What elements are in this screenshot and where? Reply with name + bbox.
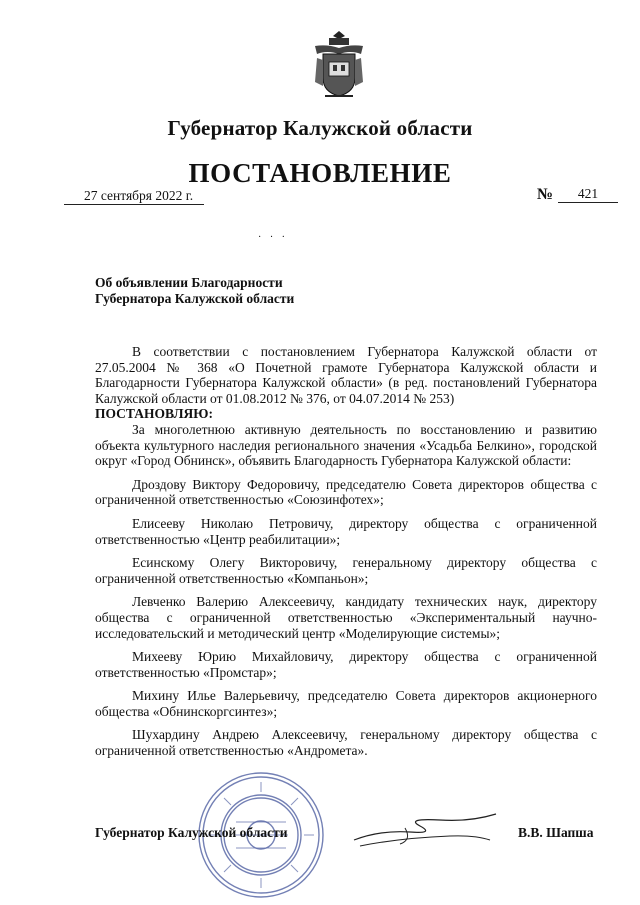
- document-number: 421: [558, 186, 618, 203]
- recipient-item: Шухардину Андрею Алексеевичу, генеральному директору общества с ограниченной ответственностью «Андромета».: [95, 727, 597, 759]
- document-date: 27 сентября 2022 г.: [64, 188, 204, 205]
- recipient-item: Дроздову Виктору Федоровичу, председателю Совета директоров общества с ограниченной ответственностью «Союзинфотех»;: [95, 476, 597, 508]
- handwritten-signature: [350, 800, 500, 860]
- recipient-item: Михину Илье Валерьевичу, председателю Совета директоров акционерного общества «Обнинскоргсинтез»;: [95, 688, 597, 719]
- intro-paragraph: За многолетнюю активную деятельность по восстановлению и развитию объекта культурного наследия регионального значения «Усадьба Белкино», городской округ «Город Обнинск», объявить Благодарность Губернатора Калужской области:: [95, 421, 597, 469]
- recipient-item: Михееву Юрию Михайловичу, директору общества с ограниченной ответственностью «Промстар»;: [95, 649, 597, 680]
- recipient-item: Левченко Валерию Алексеевичу, кандидату технических наук, директору общества с ограниченной ответственностью «Экспериментальный научно-исследовательский и методический центр «Моделирующие системы»;: [95, 594, 597, 641]
- document-subject: [95, 275, 355, 307]
- coat-of-arms-icon: [311, 30, 367, 100]
- decree-word: ПОСТАНОВЛЯЮ:: [95, 406, 213, 422]
- recipient-item: Елисееву Николаю Петровичу, директору общества с ограниченной ответственностью «Центр реабилитации»;: [95, 515, 597, 547]
- document-body: [95, 344, 597, 759]
- signatory-position: Губернатор Калужской области: [95, 825, 288, 840]
- subject-line-2: Губернатора Калужской области: [95, 291, 295, 306]
- preamble-paragraph: В соответствии с постановлением Губернатора Калужской области от 27.05.2004 № 368 «О Почетной грамоте Губернатора Калужской области и Благодарности Губернатора Калужской области» (в ред. постановлений Губернатора Калужской области от 01.08.2012 № 376, от 04.07.2014 № 253): [95, 344, 597, 406]
- number-label: №: [537, 186, 554, 203]
- issuing-authority: Губернатор Калужской области: [167, 116, 473, 140]
- subject-line-1: Об объявлении Благодарности: [95, 275, 283, 290]
- recipient-item: Есинскому Олегу Викторовичу, генеральному директору общества с ограниченной ответственностью «Компаньон»;: [95, 555, 597, 586]
- document-type-title: ПОСТАНОВЛЕНИЕ: [188, 158, 452, 188]
- signatory-name: В.В. Шапша: [518, 825, 594, 840]
- scan-specks: · · ·: [258, 232, 288, 243]
